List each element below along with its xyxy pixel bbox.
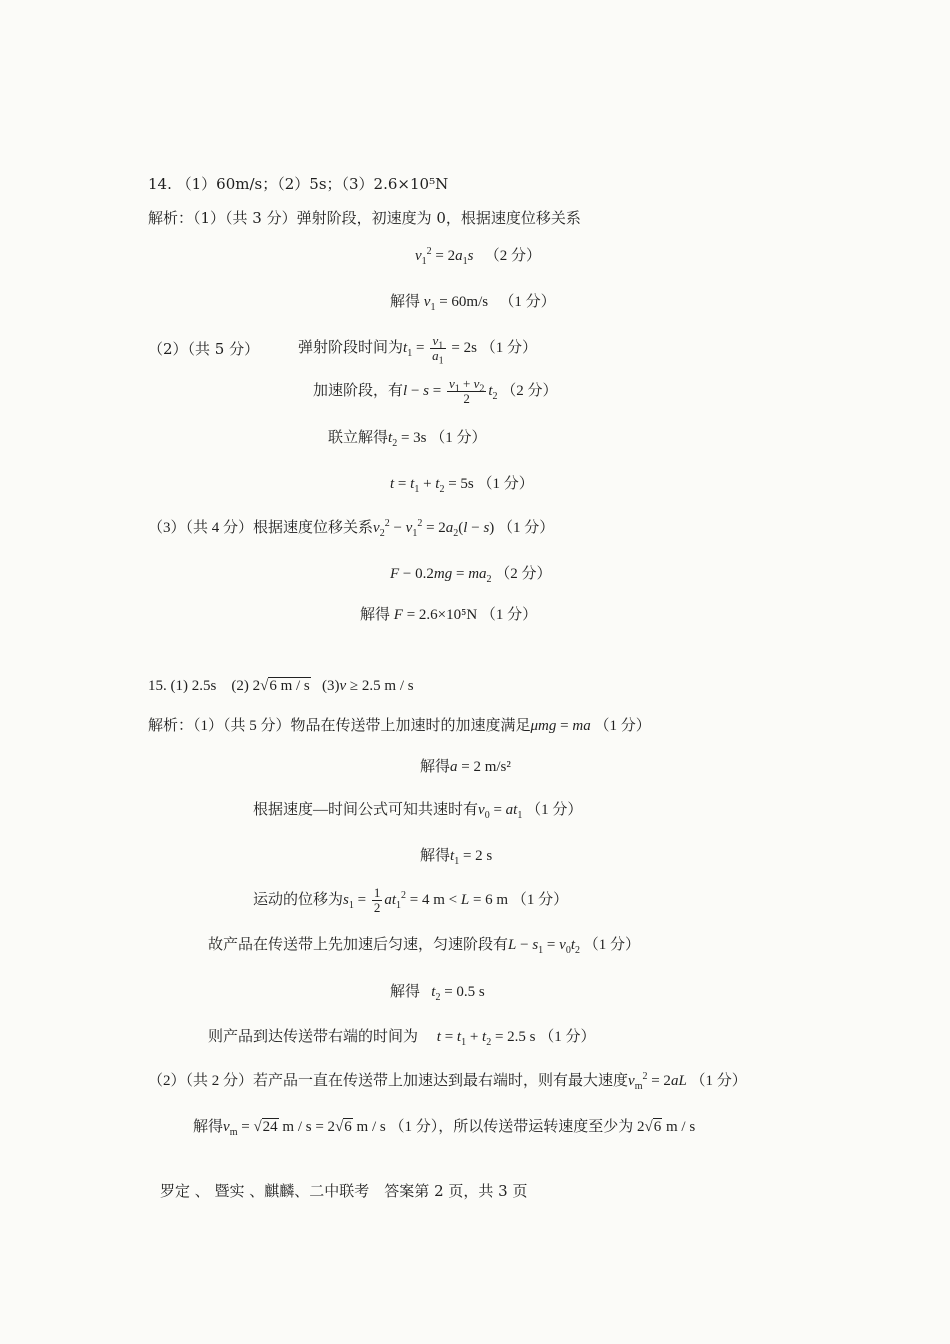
q14-part1-intro: 解析：（1）（共 3 分）弹射阶段，初速度为 0，根据速度位移关系 bbox=[148, 209, 581, 227]
q14-eq-t1: 弹射阶段时间为$t_1$ = $\frac{v_1}{a_1}$ = 2s （1 分） bbox=[298, 333, 537, 367]
q14-eq-accel-stage: 加速阶段，有l − s = $\frac{v_1 + v_2}{2}$ $t_2$ （2 分） bbox=[313, 376, 558, 407]
q15-part2-result: 解得$v_m = √24$ m / s = 2√6 m / s （1 分），所以传送带运转速度至少为 2√6 m / s bbox=[193, 1119, 696, 1138]
q15-eq-v0: 根据速度—时间公式可知共速时有$v_0 = at_1$ （1 分） bbox=[253, 802, 583, 821]
q15-eq-uniform: 故产品在传送带上先加速后匀速，匀速阶段有$L - s_1 = v_0t_2$ （1 分） bbox=[208, 937, 640, 956]
q15-part1-intro: 解析：（1）（共 5 分）物品在传送带上加速时的加速度满足μmg = ma （1 分） bbox=[148, 718, 651, 734]
q14-header: 14. （1）60m/s；（2）5s；（3）2.6×10⁵N bbox=[148, 175, 449, 193]
q15-part2-intro: （2）（共 2 分）若产品一直在传送带上加速达到最右端时，则有最大速度$v_m^2 = 2aL$ （1 分） bbox=[148, 1071, 747, 1092]
q15-eq-t2: 解得 $t_2 = 0.5$ s bbox=[390, 984, 485, 1003]
q14-eq-force: $F - 0.2mg = ma_2$ （2 分） bbox=[390, 566, 552, 585]
q15-eq-total: 则产品到达传送带右端的时间为 $t = t_1 + t_2 = 2.5$ s （1 分） bbox=[208, 1029, 596, 1048]
page-footer: 罗定 、 暨实 、麒麟、二中联考 答案第 2 页，共 3 页 bbox=[160, 1182, 528, 1200]
q15-header: 15. (1) 2.5s (2) 2√6 m / s (3)v ≥ 2.5 m / s bbox=[148, 678, 414, 694]
q14-eq-t-total: $t = t_1 + t_2 = 5s$ （1 分） bbox=[390, 476, 534, 495]
q14-eq-force-result: 解得 F = 2.6×10⁵N （1 分） bbox=[360, 607, 538, 623]
q14-eq-t2: 联立解得$t_2 = 3s$ （1 分） bbox=[328, 430, 487, 449]
q14-eq-v1-squared: $v_1^2 = 2a_1s$ （2 分） bbox=[415, 246, 541, 267]
q15-eq-a: 解得a = 2 m/s² bbox=[420, 759, 511, 775]
q14-part3-intro: （3）（共 4 分）根据速度位移关系$v_2^2 - v_1^2 = 2a_2(l - s)$ （1 分） bbox=[148, 518, 555, 539]
q14-eq-v1-result: 解得 $v_1 = 60m/s$ （1 分） bbox=[390, 294, 556, 313]
q15-eq-t1: 解得$t_1 = 2$ s bbox=[420, 848, 493, 867]
q15-eq-s1: 运动的位移为$s_1$ = $\frac{1}{2}$ $at_1^2 = 4$ m < L = 6 m （1 分） bbox=[253, 885, 569, 916]
q14-part2-label: （2）（共 5 分） bbox=[148, 340, 260, 358]
